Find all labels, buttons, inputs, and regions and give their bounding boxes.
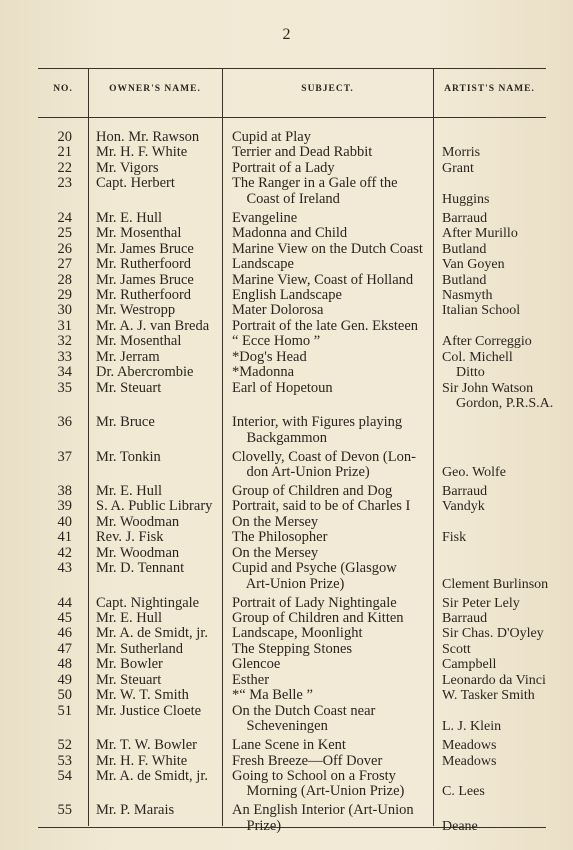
header-rule [38,117,546,118]
owner-name: Mr. Tonkin [96,448,161,465]
entry-number: 39 [57,498,72,515]
artist-name: Meadows [442,738,497,754]
entry-number: 28 [57,271,72,288]
entry-number: 44 [57,594,72,611]
subject-title: Going to School on a Frosty Morning (Art-Union Prize) [232,768,405,800]
entry-number: 36 [57,414,72,431]
owner-name: S. A. Public Library [96,498,213,515]
entry-number: 27 [57,256,72,273]
artist-name: Clement Burlinson [442,576,549,592]
entry-number: 22 [57,159,72,176]
subject-title: Madonna and Child [232,225,348,242]
subject-title: Portrait of the late Gen. Eksteen [232,317,419,334]
owner-name: Capt. Herbert [96,175,175,192]
entry-number: 49 [57,671,72,688]
subject-title: Marine View on the Dutch Coast [232,240,423,257]
artist-name: Sir John Watson Gordon, P.R.S.A. [442,380,554,412]
entry-number: 43 [57,560,72,577]
subject-title: *“ Ma Belle ” [232,687,313,704]
owner-name: Mr. D. Tennant [96,560,185,577]
entry-number: 55 [57,802,72,819]
subject-title: On the Mersey [232,513,319,530]
subject-title: Interior, with Figures playing Backgammon [232,414,403,446]
owner-name: Mr. Jerram [96,348,160,365]
artist-name: Van Goyen [442,257,505,273]
subject-title: The Ranger in a Gale off the Coast of Ireland [232,175,398,207]
column-header-subject: SUBJECT. [301,84,354,94]
subject-title: Mater Dolorosa [232,302,324,319]
artist-name: Sir Peter Lely [442,595,520,611]
artist-name: Nasmyth [442,288,493,303]
subject-title: Terrier and Dead Rabbit [232,144,373,161]
artist-name: Italian School [442,303,521,319]
subject-title: Evangeline [232,209,298,226]
owner-name: Mr. Vigors [96,159,159,176]
owner-name: Mr. Bowler [96,656,163,673]
artist-name: Deane [442,818,478,834]
subject-title: Cupid at Play [232,129,311,145]
owner-name: Mr. A. de Smidt, jr. [96,625,208,642]
owner-name: Mr. W. T. Smith [96,687,189,704]
owner-name: Mr. H. F. White [96,752,188,769]
subject-title: English Landscape [232,287,342,303]
owner-name: Mr. A. J. van Breda [96,317,210,334]
artist-name: After Correggio [442,334,532,350]
artist-name: Grant [442,160,474,176]
owner-name: Mr. Justice Cloete [96,702,202,719]
entry-number: 45 [57,610,72,626]
artist-name: Campbell [442,657,497,673]
owner-name: Mr. Mosenthal [96,333,182,350]
entry-number: 34 [57,364,72,381]
owner-name: Capt. Nightingale [96,594,200,611]
owner-name: Mr. A. de Smidt, jr. [96,768,208,784]
entry-number: 24 [57,209,72,226]
entry-number: 20 [57,129,72,145]
owner-name: Mr. Mosenthal [96,225,182,242]
owner-name: Mr. Westropp [96,302,176,319]
owner-name: Mr. T. W. Bowler [96,737,197,754]
artist-name: Barraud [442,483,488,499]
owner-name: Mr. Woodman [96,544,180,561]
entry-number: 21 [57,144,72,161]
owner-name: Mr. E. Hull [96,610,163,626]
owner-name: Mr. Rutherfoord [96,287,192,303]
artist-name: Fisk [442,530,467,546]
entry-number: 26 [57,240,72,257]
owner-name: Dr. Abercrombie [96,364,194,381]
subject-title: Earl of Hopetoun [232,379,333,396]
entry-number: 33 [57,348,72,365]
artist-name: Geo. Wolfe [442,464,506,480]
artist-name: Butland [442,272,487,288]
owner-name: Mr. Rutherfoord [96,256,192,273]
entry-number: 47 [57,640,72,657]
subject-title: Marine View, Coast of Holland [232,271,414,288]
owner-name: Mr. Steuart [96,379,162,396]
entry-number: 40 [57,513,72,530]
owner-name: Mr. H. F. White [96,144,188,161]
column-header-artist: ARTIST'S NAME. [444,84,535,94]
artist-name: Col. Michell [442,349,513,365]
subject-title: Clovelly, Coast of Devon (Lon- don Art-Union Prize) [232,448,416,480]
owner-name: Rev. J. Fisk [96,529,164,546]
owner-name: Mr. Woodman [96,513,180,530]
subject-title: *Madonna [232,364,295,381]
artist-name: C. Lees [442,784,485,800]
artist-name: Meadows [442,753,497,769]
owner-name: Hon. Mr. Rawson [96,129,200,145]
owner-name: Mr. E. Hull [96,209,163,226]
entry-number: 54 [57,768,72,784]
artist-name: Morris [442,145,481,161]
entry-number: 53 [57,752,72,769]
entry-number: 48 [57,656,72,673]
subject-title: On the Mersey [232,544,319,561]
subject-title: On the Dutch Coast near Scheveningen [232,702,376,735]
artist-name: L. J. Klein [442,719,502,735]
column-divider [433,68,434,826]
subject-title: Portrait, said to be of Charles I [232,498,411,515]
artist-name: Leonardo da Vinci [442,672,546,688]
subject-title: Fresh Breeze—Off Dover [232,752,383,769]
page-number: 2 [282,26,291,43]
subject-title: The Philosopher [232,529,328,546]
owner-name: Mr. Bruce [96,414,155,431]
artist-name: Vandyk [442,499,485,515]
entry-number: 31 [57,317,72,334]
subject-title: Portrait of Lady Nightingale [232,594,397,611]
artist-name: Barraud [442,611,488,626]
column-divider [222,68,223,826]
entry-number: 25 [57,225,72,242]
subject-title: Group of Children and Dog [232,482,393,499]
artist-name: Ditto [442,365,485,381]
artist-name: W. Tasker Smith [442,688,535,704]
entry-number: 51 [57,702,72,719]
subject-title: Esther [232,671,270,688]
owner-name: Mr. P. Marais [96,802,175,819]
owner-name: Mr. James Bruce [96,271,194,288]
entry-number: 23 [57,175,72,192]
artist-name: Barraud [442,210,488,226]
column-divider [88,68,89,826]
entry-number: 29 [57,287,72,303]
owner-name: Mr. James Bruce [96,240,194,257]
column-header-no: NO. [53,84,73,94]
artist-name: Butland [442,241,487,257]
entry-number: 32 [57,333,72,350]
column-header-owner: OWNER'S NAME. [109,84,201,94]
entry-number: 50 [57,687,72,704]
entry-number: 30 [57,302,72,319]
subject-title: An English Interior (Art-Union Prize) [232,802,414,834]
artist-name: After Murillo [442,226,518,242]
subject-title: Lane Scene in Kent [232,737,346,754]
subject-title: Glencoe [232,656,281,673]
subject-title: Cupid and Psyche (Glasgow Art-Union Prize) [232,560,397,592]
artist-name: Huggins [442,191,490,207]
artist-name: Scott [442,641,471,657]
subject-title: *Dog's Head [232,348,307,365]
subject-title: “ Ecce Homo ” [232,333,321,350]
subject-title: Group of Children and Kitten [232,610,404,626]
owner-name: Mr. Sutherland [96,640,183,657]
entry-number: 37 [57,448,72,465]
subject-title: The Stepping Stones [232,640,353,657]
entry-number: 38 [57,482,72,499]
entry-number: 41 [57,529,72,546]
entry-number: 35 [57,379,72,396]
subject-title: Landscape [232,256,294,273]
entry-number: 52 [57,737,72,754]
subject-title: Landscape, Moonlight [232,625,363,642]
entry-number: 42 [57,544,72,561]
owner-name: Mr. E. Hull [96,482,163,499]
entry-number: 46 [57,625,72,642]
owner-name: Mr. Steuart [96,671,162,688]
subject-title: Portrait of a Lady [232,159,335,176]
artist-name: Sir Chas. D'Oyley [442,626,544,642]
